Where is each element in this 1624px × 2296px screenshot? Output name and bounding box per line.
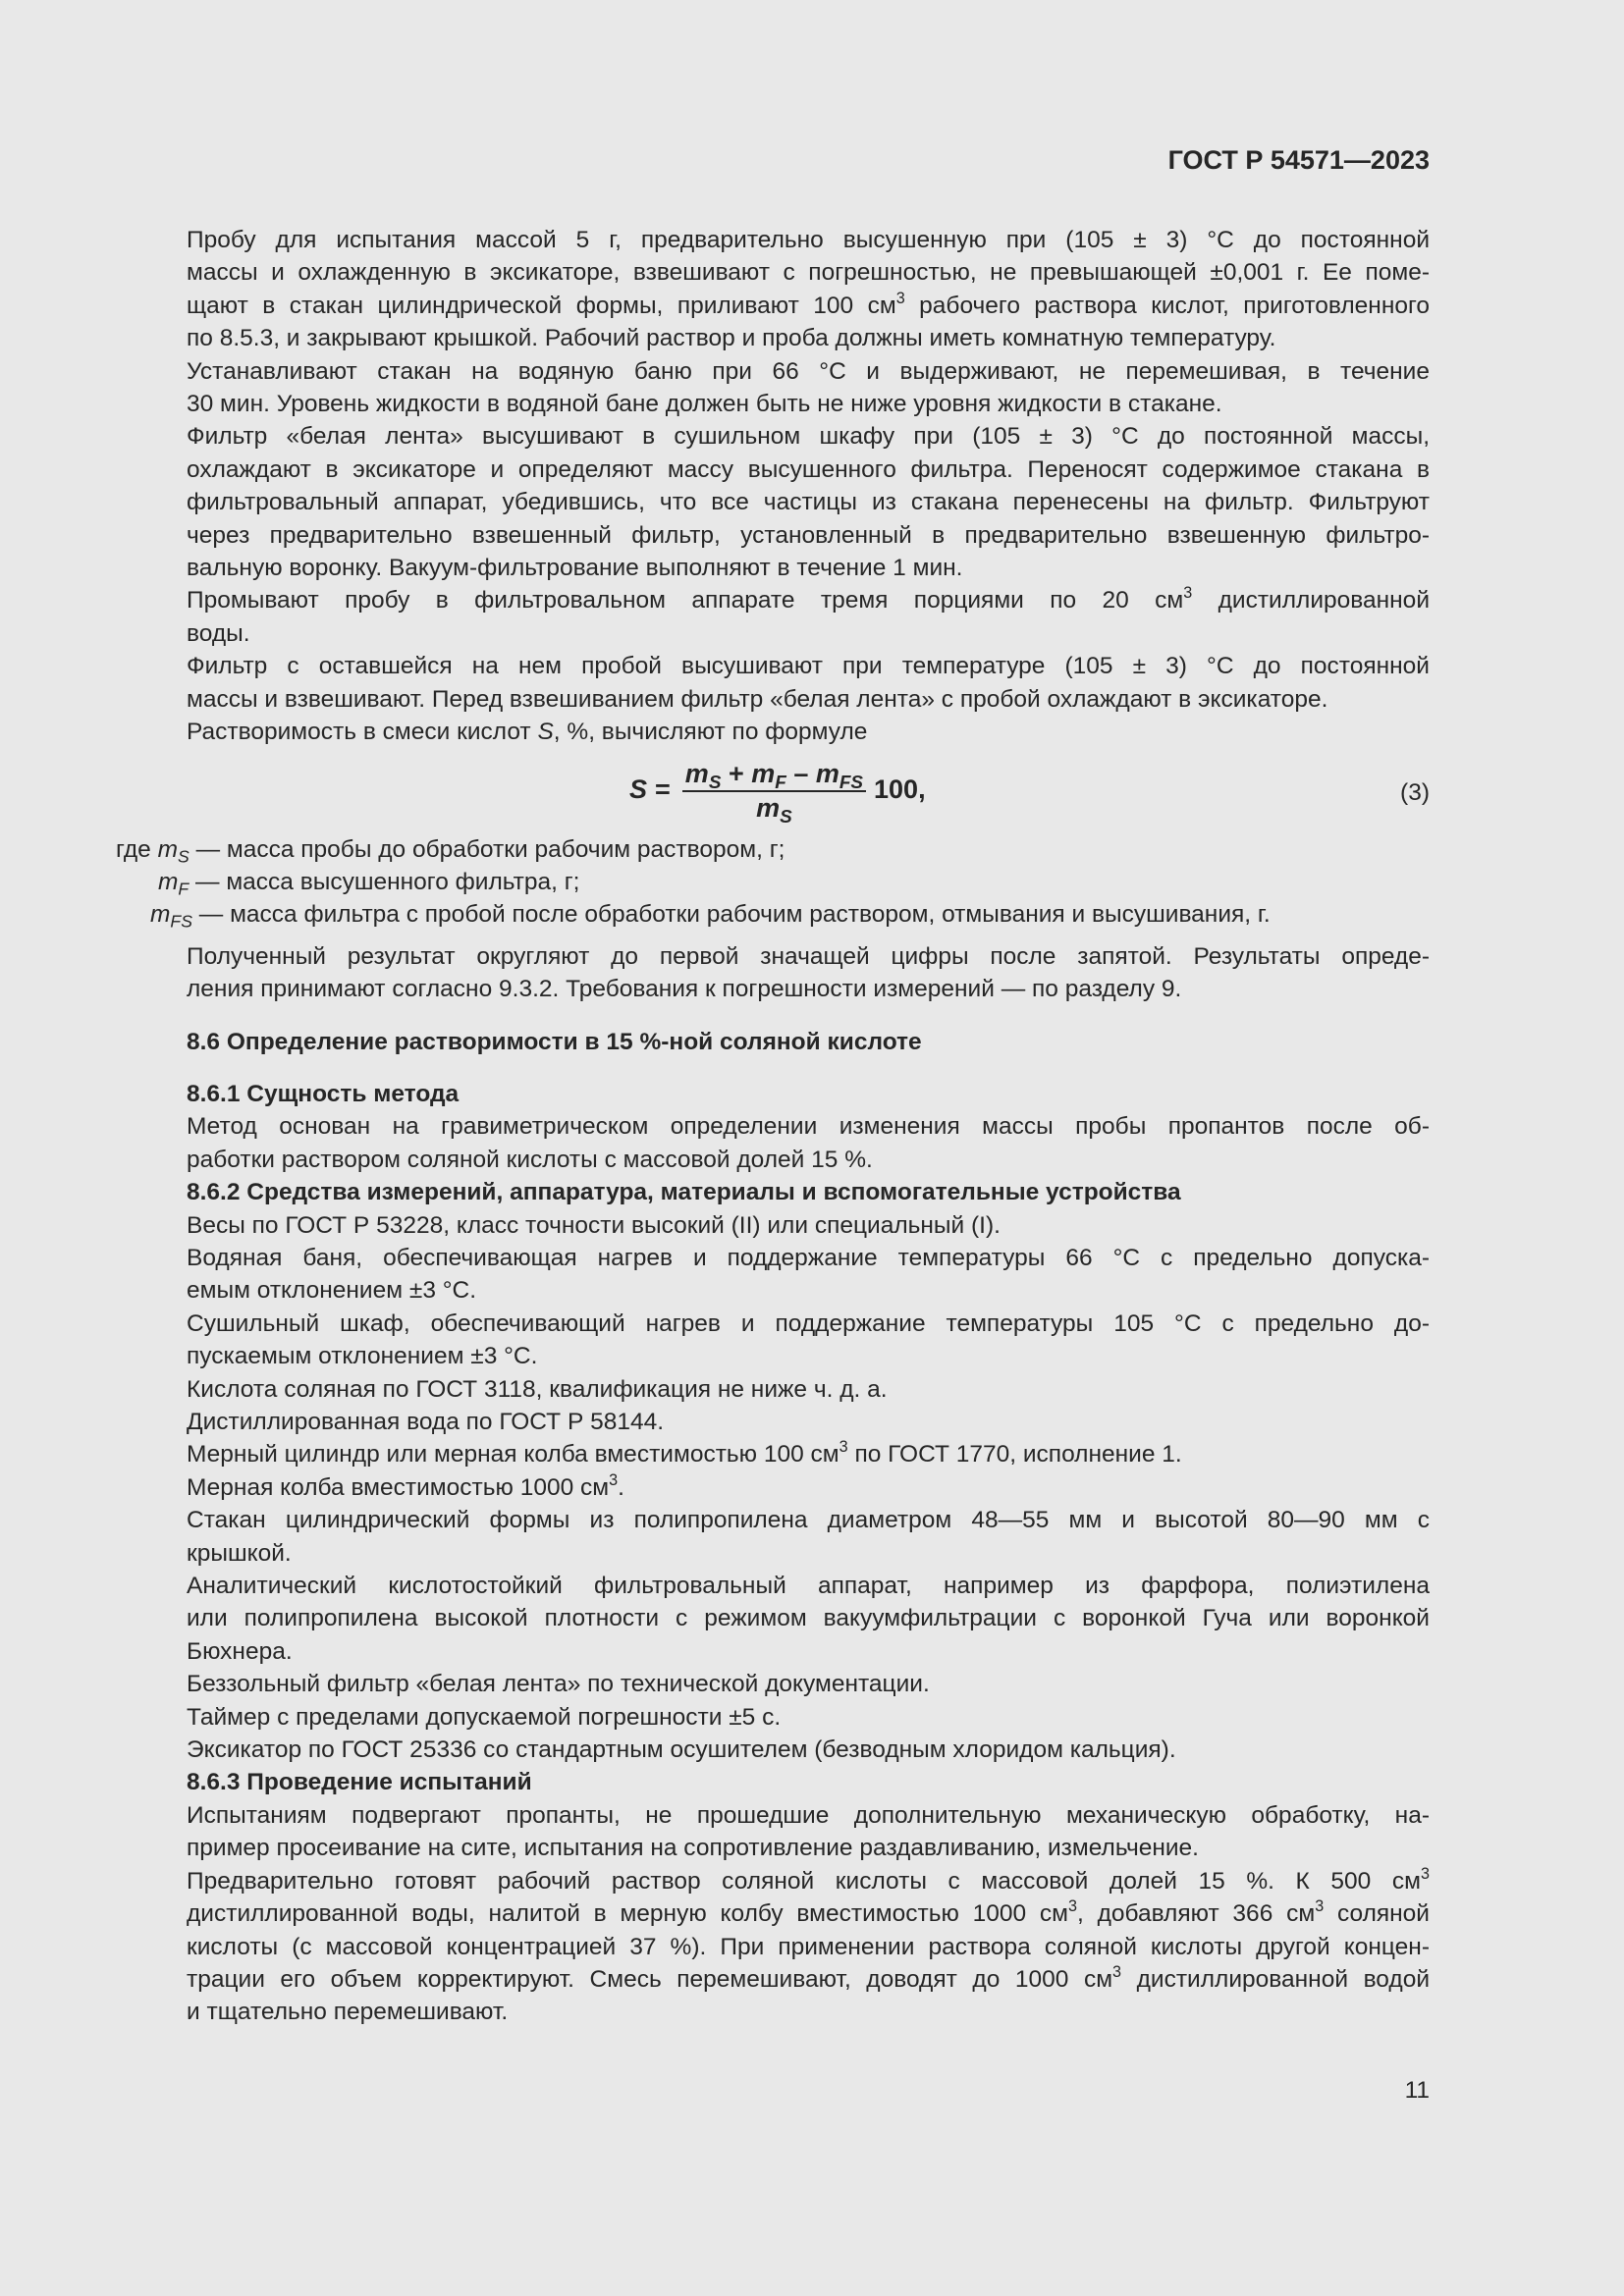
paragraph: Устанавливают стакан на водяную баню при 66 °C и выдерживают, не перемешивая, в течение 30 мин. Уровень жидкости в водяной бане должен быть не ниже уровня жидкости в стакане. — [187, 357, 1430, 418]
superscript: 3 — [609, 1470, 619, 1489]
list-item: Дистиллированная вода по ГОСТ Р 58144. — [187, 1409, 665, 1435]
superscript: 3 — [839, 1438, 848, 1457]
page-number: 11 — [1404, 2077, 1430, 2104]
formula-block — [116, 757, 1430, 831]
variable-definition: $m_{FS}$ — масса фильтра с пробой после обработки рабочим раствором, отмывания и высушивания, г. — [150, 901, 1271, 932]
subsection-heading: 8.6.3 Проведение испытаний — [187, 1769, 532, 1796]
superscript: 3 — [895, 289, 905, 307]
list-item: Мерная колба вместимостью 1000 $см^3$. — [187, 1470, 624, 1501]
formula-numerator: $m_S + m_F - m_{FS}$ — [682, 759, 866, 792]
paragraph: Полученный результат округляют до первой значащей цифры после запятой. Результаты опреде- ления принимают согласно 9.3.2. Требования к погрешности измерений — по разделу 9. — [187, 942, 1430, 1003]
paragraph: Предварительно готовят рабочий раствор соляной кислоты с массовой долей 15 %. К 500 $см^3$ дистиллированной воды, налитой в мерную колбу вместимостью 1000 $см^3$, добавляют 366 $см^3$ соляной кислоты (с массовой концентрацией 37 %). При применении раствора соляной кислоты другой концен- трации его объем корректируют. Смесь перемешивают, доводят до 1000 $см^3$ дистиллированной водой и тщательно перемешивают. — [187, 1864, 1431, 2026]
list-item: Эксикатор по ГОСТ 25336 со стандартным осушителем (безводным хлоридом кальция). — [187, 1736, 1176, 1764]
variable-explanations — [116, 833, 1430, 932]
paragraph: Растворимость в смеси кислот S, %, вычисляют по формуле — [187, 719, 868, 746]
formula-equals: = — [655, 774, 671, 805]
list-item: Водяная баня, обеспечивающая нагрев и поддержание температуры 66 °C с предельно допуска- емым отклонением ±3 °C. — [187, 1244, 1430, 1305]
list-item: Весы по ГОСТ Р 53228, класс точности высокий (II) или специальный (I). — [187, 1211, 1001, 1239]
list-item: Таймер с пределами допускаемой погрешности ±5 с. — [187, 1703, 782, 1731]
list-item: Сушильный шкаф, обеспечивающий нагрев и поддержание температуры 105 °C с предельно до- пускаемым отклонением ±3 °C. — [187, 1309, 1430, 1370]
subsection-heading: 8.6.1 Сущность метода — [187, 1080, 460, 1107]
superscript: 3 — [1112, 1962, 1122, 1981]
section-heading: 8.6 Определение растворимости в 15 %-ной соляной кислоте — [187, 1028, 922, 1055]
formula-multiplier: 100, — [874, 774, 926, 805]
list-item: Кислота соляная по ГОСТ 3118, квалификация не ниже ч. д. а. — [187, 1375, 888, 1403]
equation-number: (3) — [1400, 778, 1430, 806]
formula-lhs: S — [629, 774, 648, 805]
variable-definition: где $m_S$ — масса пробы до обработки рабочим раствором, г; — [116, 835, 785, 867]
paragraph: Испытаниям подвергают пропанты, не прошедшие дополнительную механическую обработку, на- пример просеивание на сите, испытания на сопротивление раздавливанию, измельчение. — [187, 1801, 1430, 1862]
page-content — [116, 224, 1430, 2029]
superscript: 3 — [1315, 1897, 1325, 1916]
formula — [629, 758, 926, 828]
subsection-heading: 8.6.2 Средства измерений, аппаратура, материалы и вспомогательные устройства — [187, 1179, 1181, 1206]
list-item: Стакан цилиндрический формы из полипропилена диаметром 48—55 мм и высотой 80—90 мм с крышкой. — [187, 1507, 1430, 1567]
list-item: Беззольный фильтр «белая лента» по технической документации. — [187, 1671, 930, 1698]
superscript: 3 — [1183, 584, 1193, 603]
paragraph: Метод основан на гравиметрическом определении изменения массы пробы пропантов после об- работки раствором соляной кислоты с массовой долей 15 %. — [187, 1113, 1430, 1173]
superscript: 3 — [1067, 1897, 1077, 1916]
formula-fraction — [682, 758, 866, 828]
paragraph: Фильтр с оставшейся на нем пробой высушивают при температуре (105 ± 3) °C до постоянной массы и взвешивают. Перед взвешиванием фильтр «белая лента» с пробой охлаждают в эксикаторе. — [187, 653, 1430, 713]
superscript: 3 — [1421, 1864, 1430, 1883]
list-item: Мерный цилиндр или мерная колба вместимостью 100 $см^3$ по ГОСТ 1770, исполнение 1. — [187, 1438, 1182, 1468]
variable-definition: $m_F$ — масса высушенного фильтра, г; — [158, 868, 580, 899]
paragraph: Пробу для испытания массой 5 г, предварительно высушенную при (105 ± 3) °C до постоянной массы и охлажденную в эксикаторе, взвешивают с погрешностью, не превышающей ±0,001 г. Ее поме- щают в стакан цилиндрической формы, приливают 100 $см^3$ рабочего раствора кислот, приготовленного по 8.5.3, и закрывают крышкой. Рабочий раствор и проба должны иметь комнатную температуру. — [187, 227, 1430, 352]
formula-denominator: $m_S$ — [756, 792, 792, 828]
paragraph: Промывают пробу в фильтровальном аппарате тремя порциями по 20 $см^3$ дистиллированной воды. — [187, 584, 1430, 647]
paragraph: Фильтр «белая лента» высушивают в сушильном шкафу при (105 ± 3) °C до постоянной массы, охлаждают в эксикаторе и определяют массу высушенного фильтра. Переносят содержимое стакана в фильтровальный аппарат, убедившись, что все частицы из стакана перенесены на фильтр. Фильтруют через предварительно взвешенный фильтр, установленный в предварительно взвешенную фильтро- вальную воронку. Вакуум-фильтрование выполняют в течение 1 мин. — [187, 423, 1430, 582]
document-header: ГОСТ Р 54571—2023 — [1167, 145, 1430, 175]
list-item: Аналитический кислотостойкий фильтровальный аппарат, например из фарфора, полиэтилена или полипропилена высокой плотности с режимом вакуумфильтрации с воронкой Гуча или воронкой Бюхнера. — [187, 1573, 1430, 1665]
